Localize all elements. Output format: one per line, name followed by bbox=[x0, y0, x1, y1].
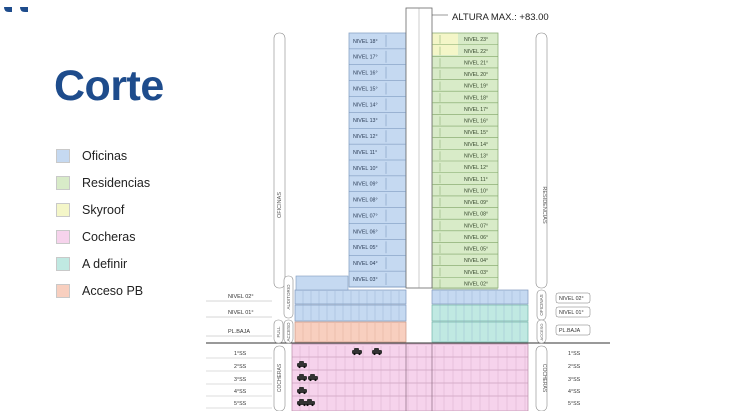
right-floor-label: NIVEL 01° bbox=[559, 310, 584, 316]
left-oficinas-strip bbox=[274, 33, 285, 288]
legend-label: Residencias bbox=[82, 175, 151, 190]
residential-level-label: NIVEL 05° bbox=[464, 246, 489, 253]
office-level-01-block bbox=[295, 305, 406, 321]
basement-label-right: 5°SS bbox=[568, 401, 581, 407]
basement-label-right: 4°SS bbox=[568, 389, 581, 395]
office-level-label: NIVEL 03° bbox=[353, 276, 378, 283]
residential-level-label: NIVEL 02° bbox=[464, 281, 489, 288]
basement-label-left: 3°SS bbox=[234, 377, 247, 383]
office-level-label: NIVEL 15° bbox=[353, 86, 378, 93]
residential-level-label: NIVEL 17° bbox=[464, 106, 489, 113]
office-level-label: NIVEL 04° bbox=[353, 261, 378, 268]
right-acceso-label: ACCESO bbox=[539, 323, 544, 341]
basement-label-right: 2°SS bbox=[568, 364, 581, 370]
residential-level-label: NIVEL 12° bbox=[464, 165, 489, 172]
residential-level-label: NIVEL 08° bbox=[464, 211, 489, 218]
basement-label-left: 5°SS bbox=[234, 401, 247, 407]
office-level-label: NIVEL 17° bbox=[353, 54, 378, 61]
basement-label-right: 3°SS bbox=[568, 377, 581, 383]
right-residencias-label: RESIDENCIAS bbox=[541, 186, 547, 224]
residential-tower-fill bbox=[432, 55, 498, 288]
altura-max-label: ALTURA MAX.: +83.00 bbox=[452, 12, 549, 23]
residential-level-label: NIVEL 09° bbox=[464, 200, 489, 207]
office-level-label: NIVEL 14° bbox=[353, 102, 378, 109]
acceso-pb-block bbox=[295, 322, 406, 342]
left-floor-label: NIVEL 02° bbox=[228, 294, 254, 300]
auditorio-label: AUDITORIO bbox=[286, 284, 291, 310]
residential-level-label: NIVEL 16° bbox=[464, 118, 489, 125]
basement-label-left: 2°SS bbox=[234, 364, 247, 370]
left-oficinas-label: OFICINAS bbox=[277, 192, 283, 218]
office-level-label: NIVEL 07° bbox=[353, 213, 378, 220]
left-floor-label: NIVEL 01° bbox=[228, 310, 254, 316]
residential-level-label: NIVEL 23° bbox=[464, 37, 489, 44]
residential-level-label: NIVEL 04° bbox=[464, 258, 489, 265]
basement-label-left: 1°SS bbox=[234, 351, 247, 357]
residential-level-label: NIVEL 18° bbox=[464, 95, 489, 102]
legend-label: Cocheras bbox=[82, 229, 136, 244]
page-title: Corte bbox=[54, 62, 164, 110]
right-oficinas-label: OFICINAS bbox=[539, 294, 544, 316]
basement-label-left: 4°SS bbox=[234, 389, 247, 395]
residential-level-label: NIVEL 19° bbox=[464, 83, 489, 90]
right-floor-label: NIVEL 02° bbox=[559, 296, 584, 302]
office-level-label: NIVEL 09° bbox=[353, 181, 378, 188]
right-cocheras-label: COCHERAS bbox=[541, 363, 547, 393]
right-floor-label: PL.BAJA bbox=[559, 328, 581, 334]
office-level-label: NIVEL 08° bbox=[353, 197, 378, 204]
residential-level-label: NIVEL 06° bbox=[464, 234, 489, 241]
residential-level-label: NIVEL 22° bbox=[464, 48, 489, 55]
legend-label: Skyroof bbox=[82, 202, 125, 217]
residential-level-label: NIVEL 15° bbox=[464, 130, 489, 137]
skyroof-fill bbox=[432, 33, 458, 55]
office-level-label: NIVEL 06° bbox=[353, 229, 378, 236]
residential-level-label: NIVEL 11° bbox=[464, 176, 488, 183]
legend-label: Acceso PB bbox=[82, 283, 144, 298]
office-level-label: NIVEL 05° bbox=[353, 245, 378, 252]
residential-level-label: NIVEL 14° bbox=[464, 141, 489, 148]
residential-level-label: NIVEL 03° bbox=[464, 269, 489, 276]
left-cocheras-label: COCHERAS bbox=[277, 363, 283, 393]
residential-level-label: NIVEL 10° bbox=[464, 188, 489, 195]
basement-label-right: 1°SS bbox=[568, 351, 581, 357]
full-label: FULL bbox=[276, 326, 281, 338]
auditorio-block bbox=[296, 276, 348, 290]
residential-level-label: NIVEL 21° bbox=[464, 60, 489, 67]
office-level-02-block bbox=[295, 290, 406, 304]
residential-level-label: NIVEL 20° bbox=[464, 72, 489, 79]
legend-label: A definir bbox=[82, 256, 128, 271]
office-level-label: NIVEL 11° bbox=[353, 149, 378, 156]
office-level-label: NIVEL 18° bbox=[353, 38, 378, 45]
residential-level-label: NIVEL 13° bbox=[464, 153, 489, 160]
cocheras-block bbox=[292, 344, 528, 411]
office-level-label: NIVEL 10° bbox=[353, 165, 378, 172]
residential-level-label: NIVEL 07° bbox=[464, 223, 489, 230]
office-level-label: NIVEL 13° bbox=[353, 118, 378, 125]
office-level-label: NIVEL 12° bbox=[353, 134, 378, 141]
left-floor-label: PL.BAJA bbox=[228, 329, 251, 335]
legend-label: Oficinas bbox=[82, 148, 128, 163]
right-residencias-strip bbox=[536, 33, 547, 288]
office-level-label: NIVEL 16° bbox=[353, 70, 378, 77]
acceso-label: ACCESO bbox=[286, 322, 291, 342]
